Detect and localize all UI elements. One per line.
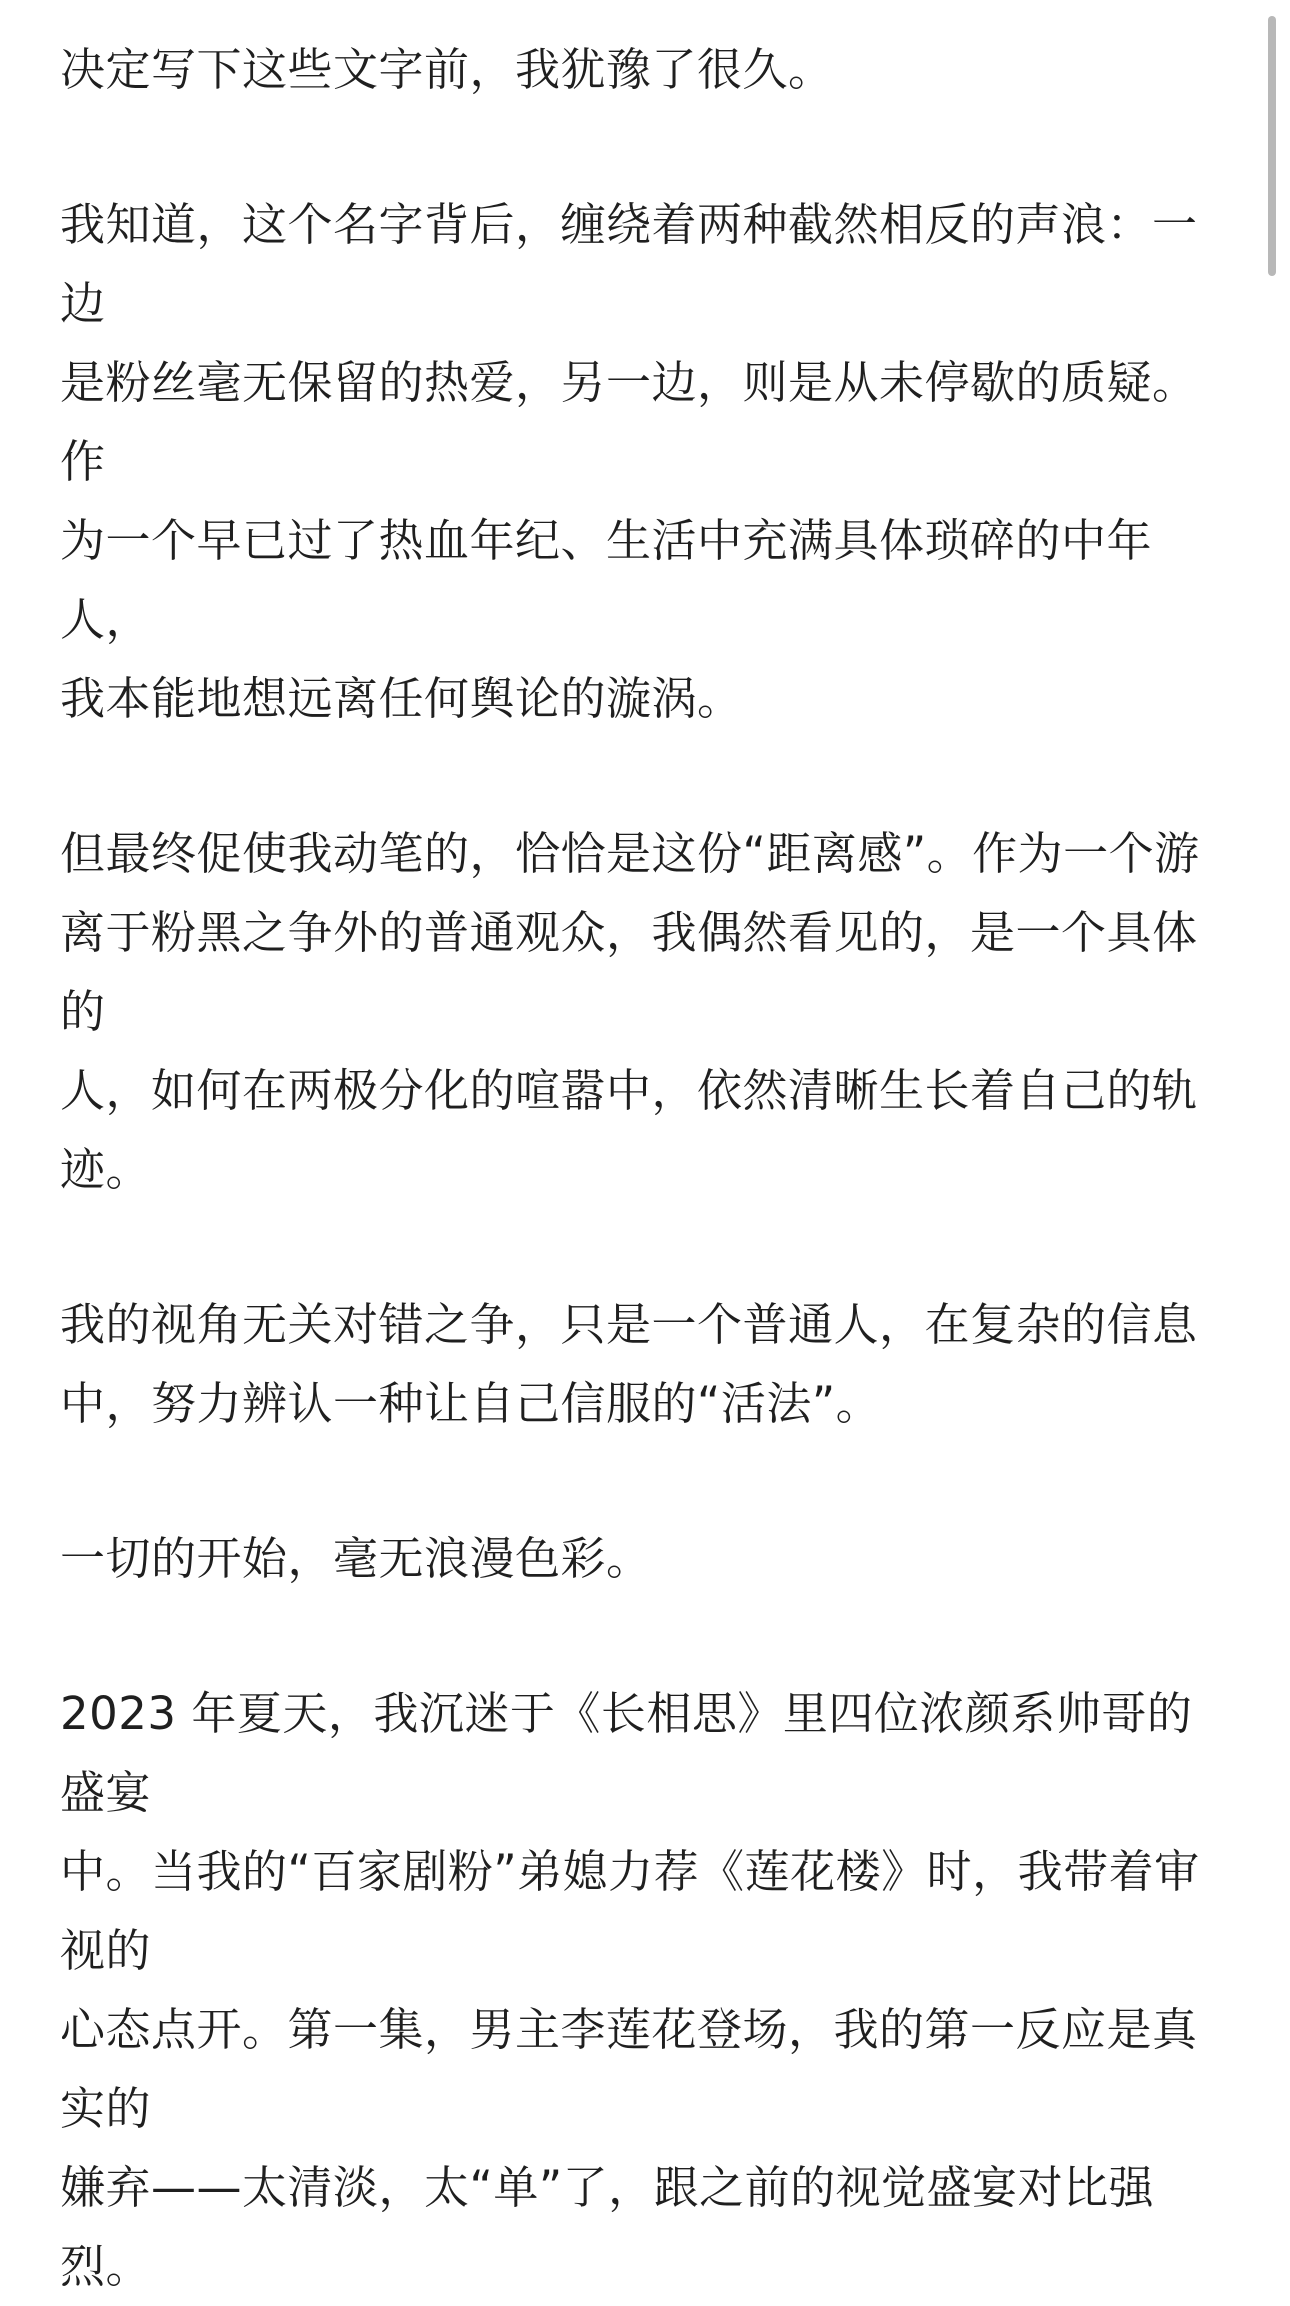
paragraph-gap (60, 1209, 1230, 1285)
paragraph-1: 决定写下这些文字前，我犹豫了很久。 (60, 43, 834, 96)
paragraph-2: 我知道，这个名字背后，缠绕着两种截然相反的声浪：一边 是粉丝毫无保留的热爱，另一边，则是从未停歇的质疑。作 为一个早已过了热血年纪、生活中充满具体琐碎的中年人， 我本能地想远离任何舆论的漩涡。 (60, 198, 1198, 725)
paragraph-gap (60, 1598, 1230, 1674)
paragraph-4: 我的视角无关对错之争，只是一个普通人，在复杂的信息 中，努力辨认一种让自己信服的“活法”。 (60, 1298, 1198, 1430)
vertical-scrollbar[interactable] (1268, 16, 1276, 276)
paragraph-gap (60, 109, 1230, 185)
paragraph-gap (60, 738, 1230, 814)
paragraph-3: 但最终促使我动笔的，恰恰是这份“距离感”。作为一个游 离于粉黑之争外的普通观众，我偶然看见的，是一个具体的 人，如何在两极分化的喧嚣中，依然清晰生长着自己的轨 迹。 (60, 827, 1200, 1196)
article-body (60, 30, 1230, 2306)
paragraph-5: 一切的开始，毫无浪漫色彩。 (60, 1532, 652, 1585)
paragraph-gap (60, 1443, 1230, 1519)
paragraph-6: 2023 年夏天，我沉迷于《长相思》里四位浓颜系帅哥的盛宴 中。当我的“百家剧粉”弟媳力荐《莲花楼》时，我带着审视的 心态点开。第一集，男主李莲花登场，我的第一反应是真实的 嫌弃——太清淡，太“单”了，跟之前的视觉盛宴对比强烈。 (60, 1687, 1200, 2293)
